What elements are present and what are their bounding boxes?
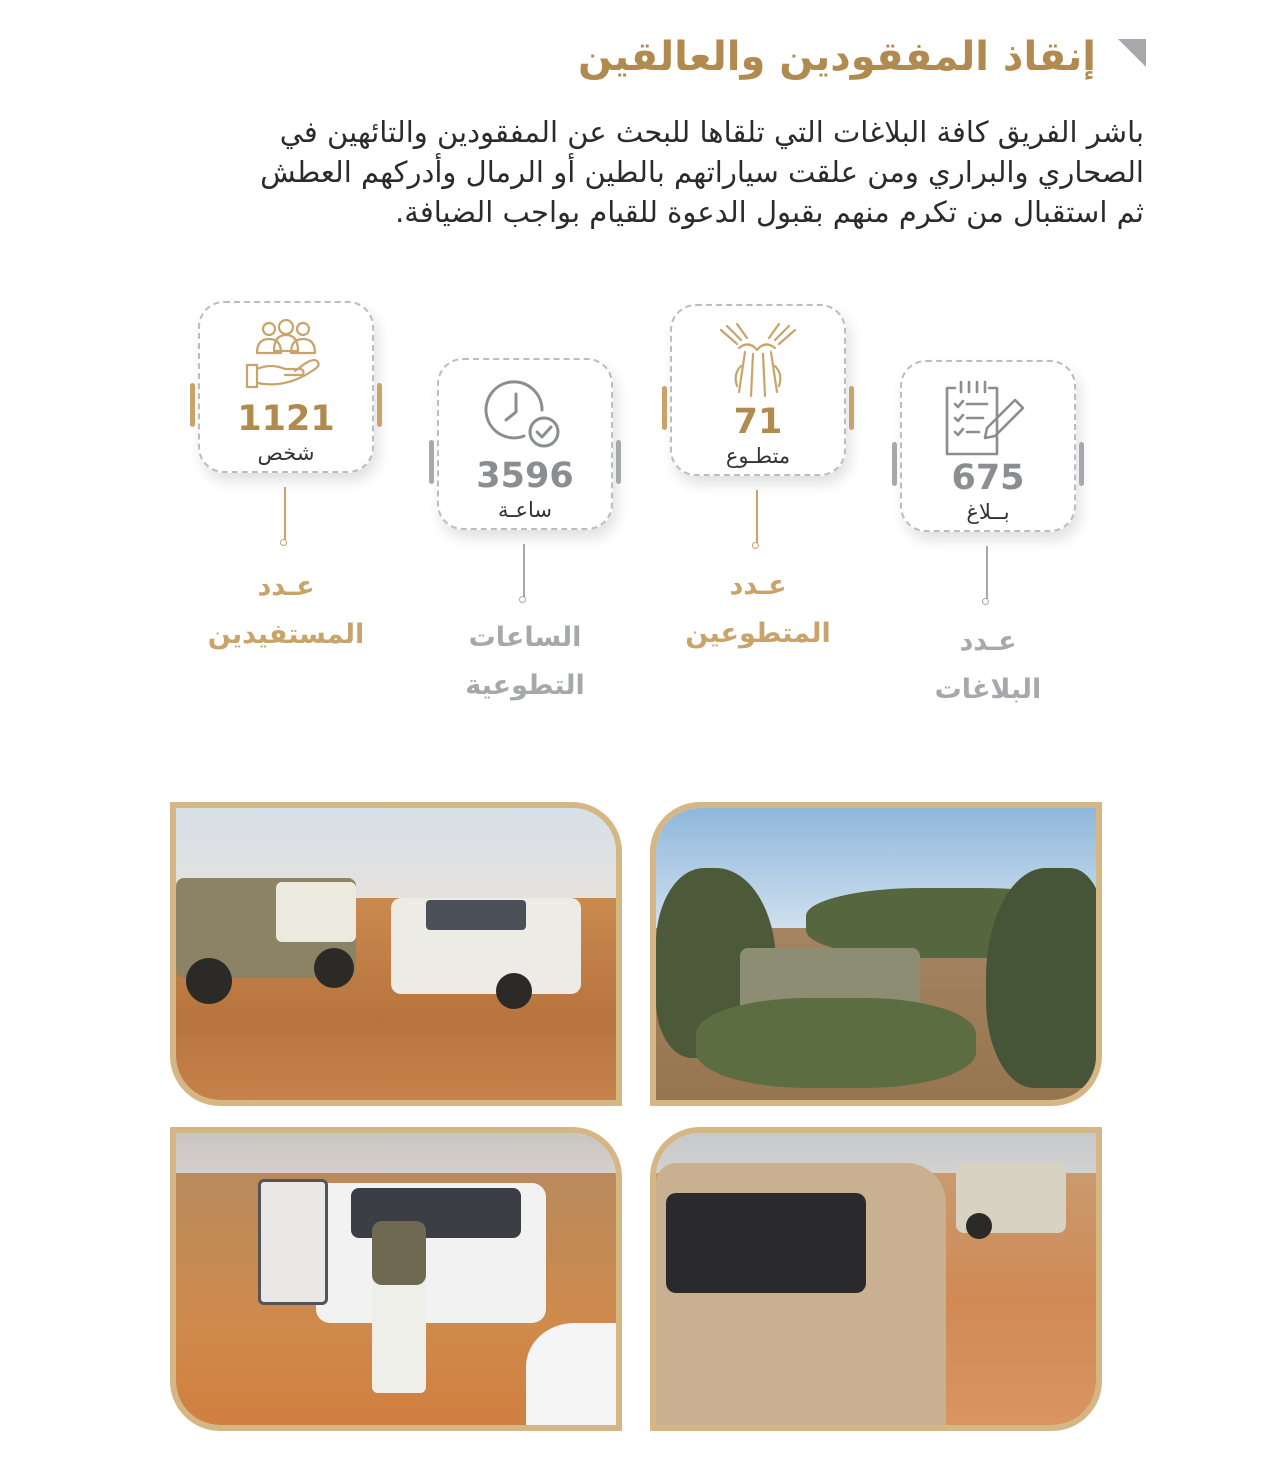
raised-hands-icon	[715, 322, 801, 404]
intro-line-3: ثم استقبال من تكرم منهم بقبول الدعوة للقيام بواجب الضيافة.	[395, 195, 1144, 229]
connector-line	[986, 546, 988, 600]
triangle-marker-icon	[1118, 39, 1146, 67]
bushes-shape	[696, 998, 976, 1088]
connector-dot	[280, 539, 287, 546]
stat-label-line-2: البلاغات	[934, 674, 1042, 705]
wheel-shape	[966, 1213, 992, 1239]
stat-label	[417, 614, 633, 710]
stat-value: 1121	[237, 399, 335, 439]
intro-line-1: باشر الفريق كافة البلاغات التي تلقاها للبحث عن المفقودين والتائهين في	[279, 115, 1144, 149]
connector-line	[756, 490, 758, 544]
stat-value: 675	[951, 458, 1025, 498]
vehicle-shape	[666, 1193, 866, 1293]
stat-unit: متطـوع	[725, 444, 791, 468]
connector-dot	[519, 596, 526, 603]
stat-unit: ساعـة	[498, 498, 552, 522]
photo-gmc-sand	[650, 1127, 1102, 1431]
intro-line-2: الصحاري والبراري ومن علقت سياراتهم بالطين أو الرمال وأدركهم العطش	[260, 155, 1144, 189]
stat-unit: شخص	[257, 441, 315, 465]
person-shape	[372, 1221, 426, 1285]
stat-value: 3596	[476, 456, 574, 496]
wheel-shape	[186, 958, 232, 1004]
stat-label-line-2: المستفيدين	[207, 619, 365, 650]
wheel-shape	[496, 973, 532, 1009]
wheel-shape	[314, 948, 354, 988]
stat-label	[650, 562, 866, 658]
vehicle-shape	[276, 882, 356, 942]
connector-line	[284, 487, 286, 541]
stat-unit: بــلاغ	[966, 500, 1010, 524]
stat-label-line-2: المتطوعين	[685, 618, 831, 649]
connector-dot	[982, 598, 989, 605]
stat-label-line-1: عـدد	[959, 626, 1017, 657]
vehicle-shape	[426, 900, 526, 930]
connector-dot	[752, 542, 759, 549]
stat-card	[900, 360, 1076, 532]
stat-card	[198, 301, 374, 473]
stat-label-line-1: عـدد	[257, 571, 315, 602]
stat-label-line-1: الساعات	[468, 622, 582, 653]
page-header	[578, 34, 1146, 80]
trees-shape	[986, 868, 1102, 1088]
stat-card	[670, 304, 846, 476]
door-shape	[258, 1179, 328, 1305]
stat-label	[178, 563, 394, 659]
page-title: إنقاذ المفقودين والعالقين	[578, 34, 1096, 80]
clock-check-icon	[482, 376, 568, 448]
stat-label	[880, 618, 1096, 714]
photo-desert-trucks	[170, 802, 622, 1106]
stat-value: 71	[733, 402, 783, 442]
stat-label-line-2: التطوعية	[465, 670, 585, 701]
intro-paragraph	[124, 112, 1144, 232]
stat-card	[437, 358, 613, 530]
report-pencil-icon	[945, 378, 1031, 456]
photo-stuck-suv	[170, 1127, 622, 1431]
connector-line	[523, 544, 525, 598]
photo-flooded-trees	[650, 802, 1102, 1106]
people-hand-icon	[243, 319, 329, 391]
vehicle-shape	[526, 1323, 622, 1431]
stat-label-line-1: عـدد	[729, 570, 787, 601]
